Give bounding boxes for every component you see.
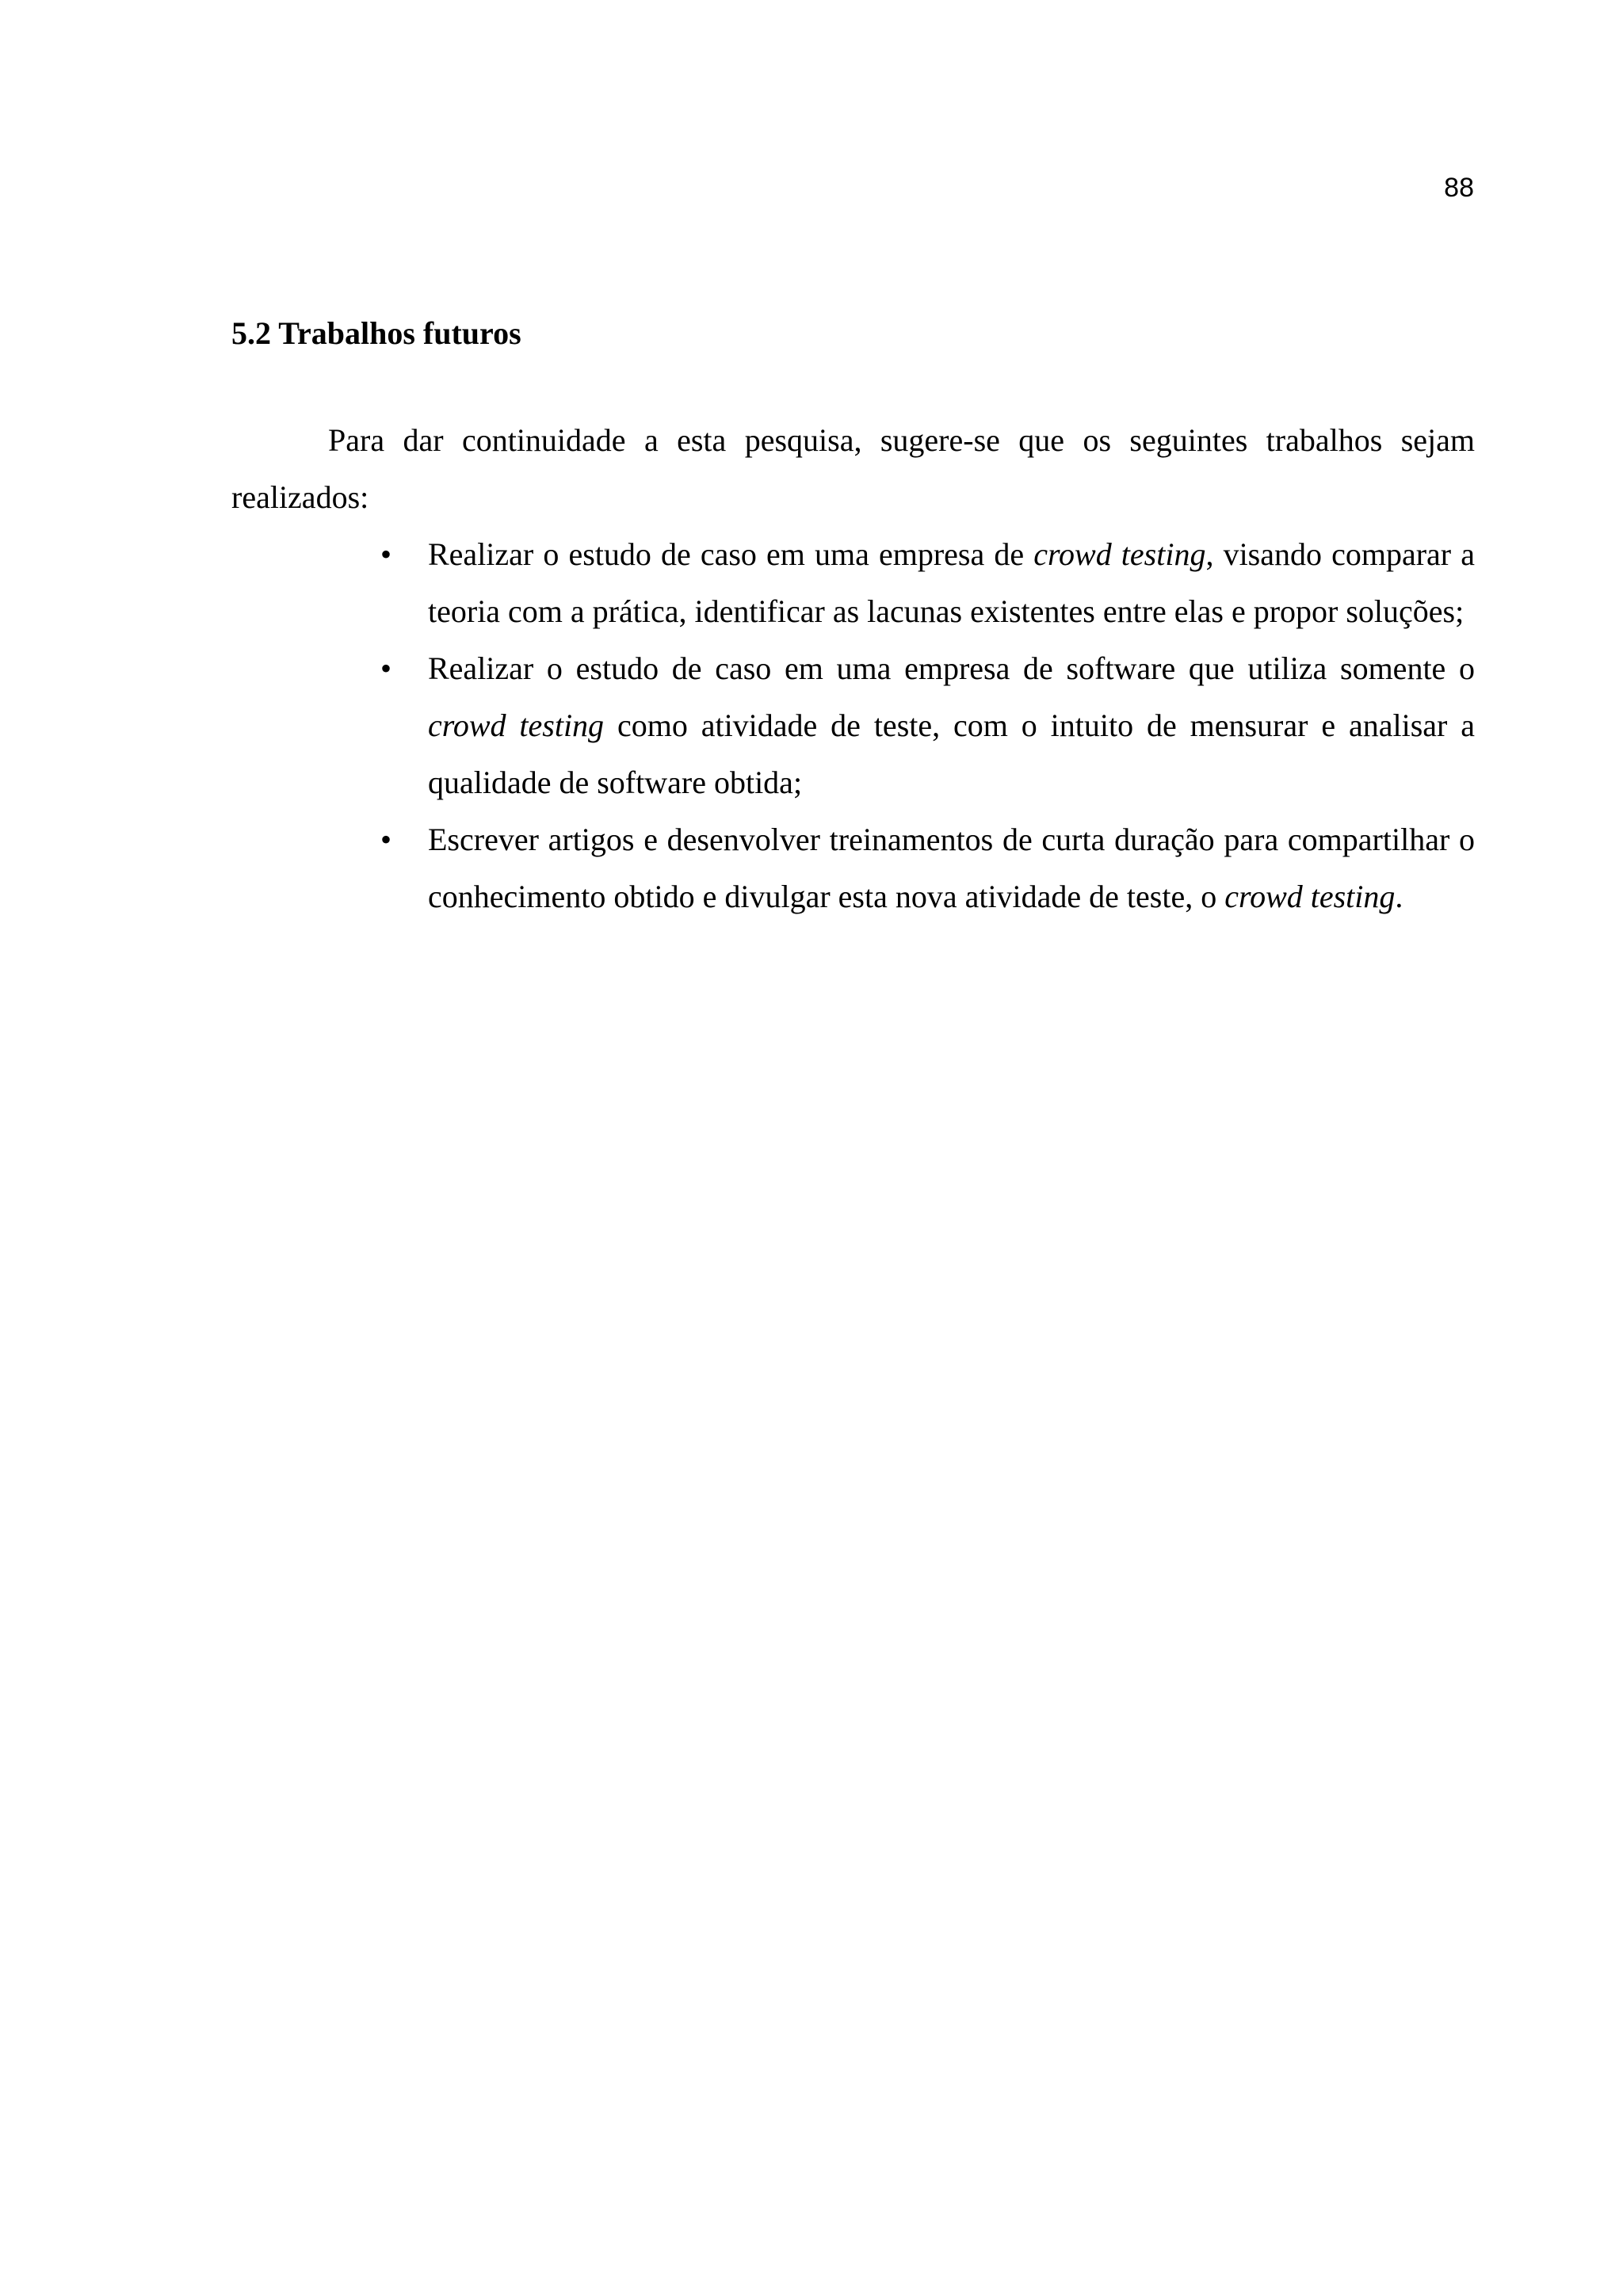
bullet-icon: • [380, 822, 392, 857]
list-item-text: Realizar o estudo de caso em uma empresa de [428, 536, 1034, 572]
list-item-text: Realizar o estudo de caso em uma empresa de software que utiliza somente o [428, 650, 1475, 686]
future-work-list [231, 526, 1475, 925]
bullet-icon: • [380, 650, 392, 686]
list-item [380, 526, 1475, 640]
list-item [380, 811, 1475, 925]
bullet-icon: • [380, 536, 392, 572]
intro-paragraph: Para dar continuidade a esta pesquisa, sugere-se que os seguintes trabalhos sejam realizados: [231, 422, 1475, 515]
section-body [231, 412, 1475, 925]
list-item-emphasis: crowd testing [1224, 879, 1396, 914]
list-item-emphasis: crowd testing [428, 707, 605, 743]
page-number: 88 [1444, 173, 1474, 203]
list-item [380, 640, 1475, 811]
list-item-text: , visando comparar a teoria com a prática, identificar as lacunas existentes entre elas e propor soluções; [428, 536, 1475, 629]
section-heading: 5.2 Trabalhos futuros [231, 315, 521, 351]
list-item-text: . [1395, 879, 1403, 914]
list-item-text: como atividade de teste, com o intuito de mensurar e analisar a qualidade de software obtida; [428, 707, 1475, 800]
list-item-text: Escrever artigos e desenvolver treinamentos de curta duração para compartilhar o conhecimento obtido e divulgar esta nova atividade de teste, o [428, 822, 1475, 914]
list-item-emphasis: crowd testing [1033, 536, 1206, 572]
